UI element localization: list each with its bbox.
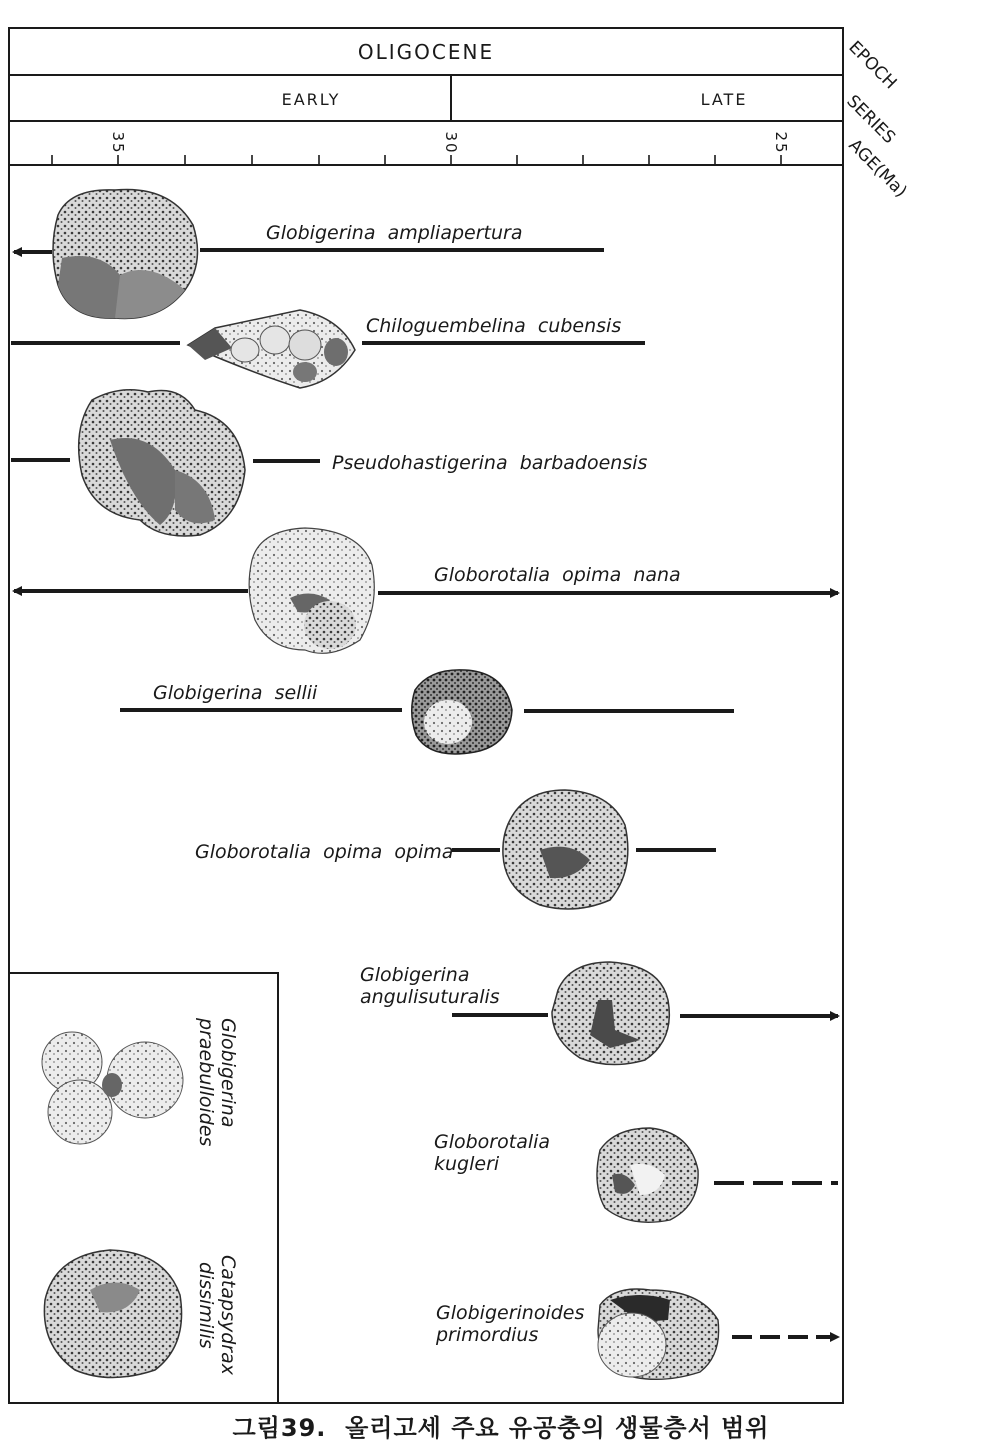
label-ampliapertura: Globigerina ampliapertura <box>266 222 523 244</box>
fossil-opima-opima <box>503 790 628 909</box>
figure-caption: 그림39. 올리고세 주요 유공충의 생물층서 범위 <box>232 1414 770 1442</box>
fossil-cubensis <box>188 310 355 388</box>
label-kugleri-line2: kugleri <box>434 1153 500 1175</box>
inset-label-dissimilis-line2: dissimilis <box>195 1262 217 1349</box>
label-opima-nana: Globorotalia opima nana <box>434 564 681 586</box>
label-angulisuturalis-line2: angulisuturalis <box>360 986 500 1008</box>
fossil-angulisuturalis <box>552 962 669 1065</box>
label-sellii: Globigerina sellii <box>153 682 318 704</box>
tick-label-25: 25 <box>772 131 790 155</box>
label-angulisuturalis-line1: Globigerina <box>360 964 470 986</box>
inset-label-praebulloides-line2: praebulloides <box>195 1018 217 1147</box>
label-barbadoensis: Pseudohastigerina barbadoensis <box>332 452 648 474</box>
label-kugleri-line1: Globorotalia <box>434 1131 551 1153</box>
fossil-praebulloides <box>42 1032 183 1144</box>
label-cubensis: Chiloguembelina cubensis <box>366 315 622 337</box>
side-series-label: SERIES <box>842 91 899 148</box>
series-early-label: EARLY <box>281 90 341 109</box>
fossil-dissimilis <box>44 1250 181 1378</box>
epoch-label: OLIGOCENE <box>357 40 495 64</box>
inset-label-dissimilis-line1: Catapsydrax <box>217 1255 239 1375</box>
fossil-barbadoensis <box>79 390 245 536</box>
label-opima-opima: Globorotalia opima opima <box>195 841 454 863</box>
fossil-primordius <box>598 1289 719 1379</box>
fossil-sellii <box>412 670 512 754</box>
side-age-label: AGE(Ma) <box>844 135 911 202</box>
label-primordius-line2: primordius <box>436 1324 539 1346</box>
fossil-opima-nana <box>249 528 374 653</box>
series-late-label: LATE <box>700 90 748 109</box>
tick-label-30: 30 <box>442 131 460 155</box>
fossil-ampliapertura <box>53 189 198 318</box>
side-epoch-label: EPOCH <box>844 37 901 94</box>
inset-label-praebulloides-line1: Globigerina <box>217 1018 239 1128</box>
tick-label-35: 35 <box>109 131 127 155</box>
fossil-kugleri <box>597 1128 698 1222</box>
age-ticks <box>52 155 781 165</box>
label-primordius-line1: Globigerinoides <box>436 1302 585 1324</box>
